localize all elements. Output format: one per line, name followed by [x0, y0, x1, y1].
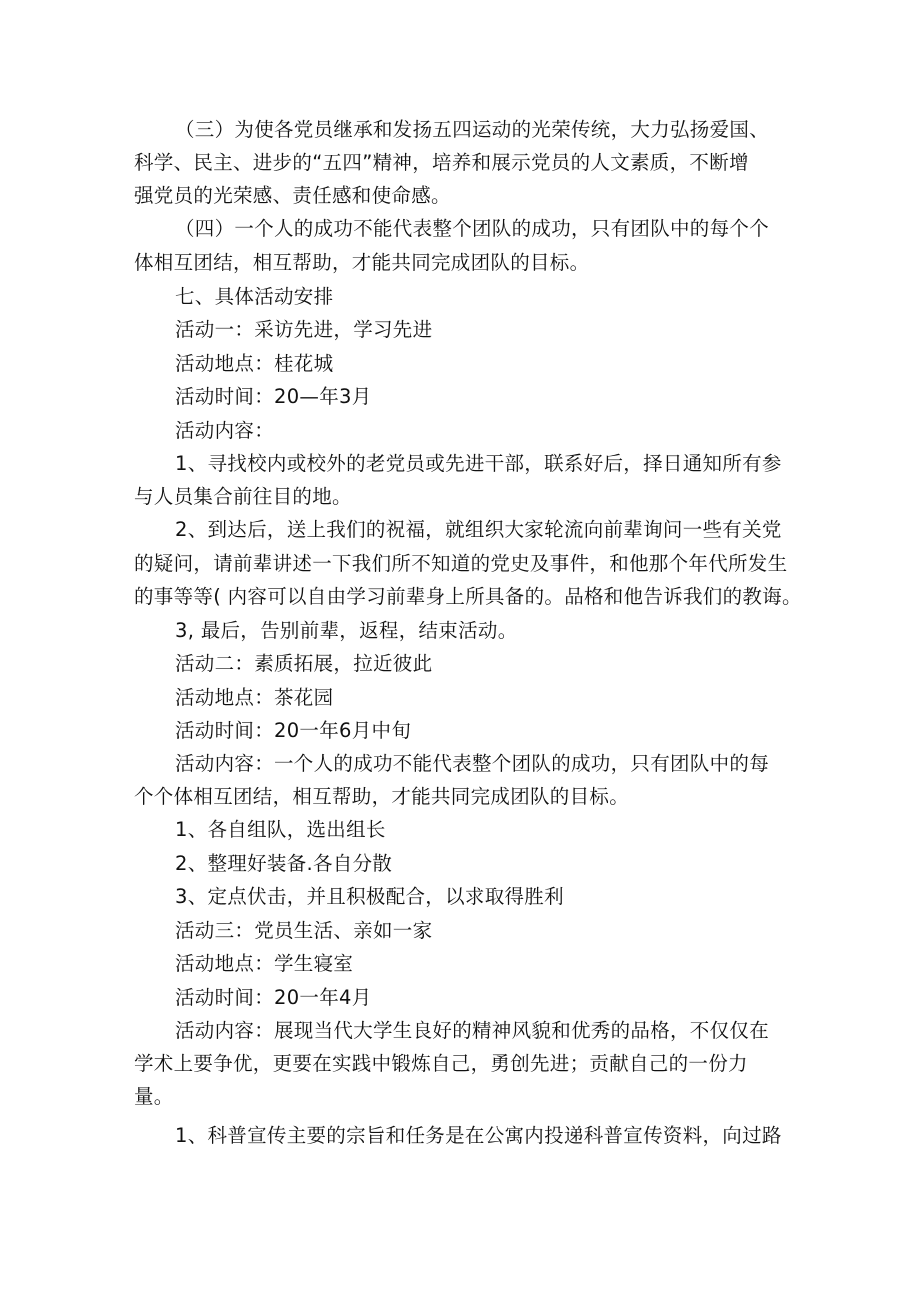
activity-2-title: 活动二：素质拓展，拉近彼此: [175, 652, 433, 675]
activity-3-location: 活动地点：学生寝室: [175, 952, 354, 975]
activity-1-step-2-line-1: 2、到达后，送上我们的祝福，就组织大家轮流向前辈询问一些有关党: [175, 518, 782, 541]
activity-2-time: 活动时间：20一年6月中旬: [175, 719, 412, 742]
activity-2-step-2: 2、整理好装备.各自分散: [175, 852, 393, 875]
activity-1-step-2-line-3: 的事等等( 内容可以自由学习前辈身上所具备的。品格和他告诉我们的教诲。: [134, 585, 802, 608]
section-heading: 七、具体活动安排: [175, 285, 334, 308]
activity-1-time: 活动时间：20—年3月: [175, 385, 372, 408]
activity-3-time: 活动时间：20一年4月: [175, 986, 372, 1009]
activity-2-step-1: 1、各自组队，选出组长: [175, 818, 386, 841]
activity-3-content-line-3: 量。: [134, 1085, 174, 1108]
activity-2-step-3: 3、定点伏击，并且积极配合，以求取得胜利: [175, 885, 564, 908]
activity-3-content-line-2: 学术上要争优，更要在实践中锻炼自己，勇创先进；贡献自己的一份力: [134, 1052, 748, 1075]
activity-1-step-1-line-1: 1、寻找校内或校外的老党员或先进干部，联系好后，择日通知所有参: [175, 452, 782, 475]
activity-2-content-line-2: 个个体相互团结，相互帮助，才能共同完成团队的目标。: [134, 785, 630, 808]
activity-2-content-line-1: 活动内容：一个人的成功不能代表整个团队的成功，只有团队中的每: [175, 752, 770, 775]
paragraph-1-line-2: 科学、民主、进步的“五四”精神，培养和展示党员的人文素质，不断增: [134, 151, 749, 174]
activity-3-content-line-1: 活动内容：展现当代大学生良好的精神风貌和优秀的品格，不仅仅在: [175, 1019, 770, 1042]
activity-1-location: 活动地点：桂花城: [175, 352, 334, 375]
activity-3-step-1-line-1: 1、科普宣传主要的宗旨和任务是在公寓内投递科普宣传资料，向过路: [175, 1124, 782, 1147]
paragraph-2-line-2: 体相互团结，相互帮助，才能共同完成团队的目标。: [134, 251, 590, 274]
activity-2-location: 活动地点：茶花园: [175, 686, 334, 709]
activity-1-step-2-line-2: 的疑问，请前辈讲述一下我们所不知道的党史及事件，和他那个年代所发生: [134, 552, 788, 575]
activity-1-content-label: 活动内容：: [175, 419, 275, 442]
activity-3-title: 活动三：党员生活、亲如一家: [175, 919, 433, 942]
paragraph-1-line-1: （三）为使各党员继承和发扬五四运动的光荣传统，大力弘扬爱国、: [175, 118, 770, 141]
paragraph-1-line-3: 强党员的光荣感、责任感和使命感。: [134, 184, 451, 207]
activity-1-step-3: 3, 最后，告别前辈，返程，结束活动。: [175, 619, 518, 642]
activity-1-step-1-line-2: 与人员集合前往目的地。: [134, 485, 352, 508]
paragraph-2-line-1: （四）一个人的成功不能代表整个团队的成功，只有团队中的每个个: [175, 217, 770, 240]
activity-1-title: 活动一：采访先进，学习先进: [175, 318, 433, 341]
